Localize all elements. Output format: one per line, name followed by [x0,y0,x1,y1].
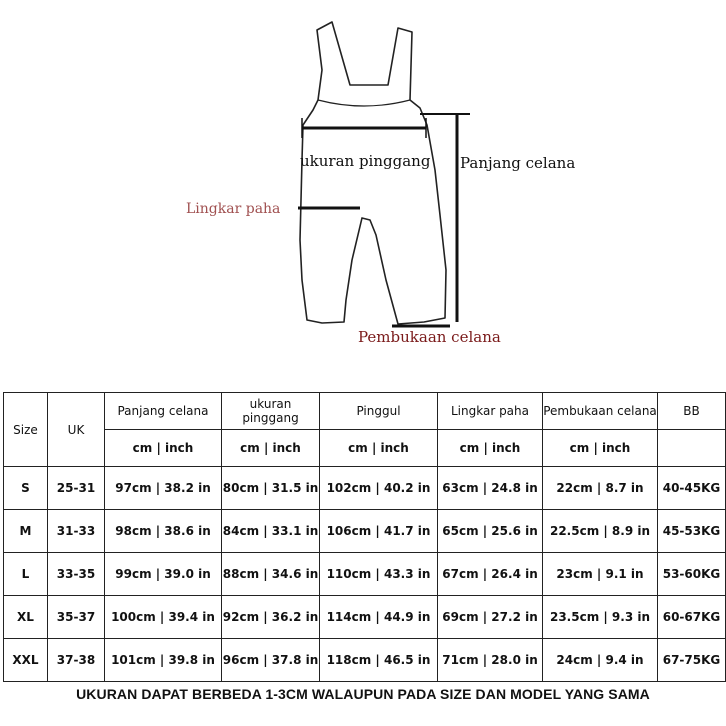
cell-uk: 33-35 [48,553,105,596]
table-row [4,596,726,639]
cell-opening: 23cm | 9.1 in [543,553,658,596]
cell-size: M [4,510,48,553]
header-uk: UK [48,393,105,467]
cell-opening: 24cm | 9.4 in [543,639,658,682]
cell-hip: 106cm | 41.7 in [320,510,438,553]
cell-bb: 67-75KG [658,639,726,682]
cell-thigh: 63cm | 24.8 in [438,467,543,510]
cell-opening: 22.5cm | 8.9 in [543,510,658,553]
unit-bb [658,430,726,467]
cell-waist: 84cm | 33.1 in [222,510,320,553]
cell-waist: 96cm | 37.8 in [222,639,320,682]
cell-waist: 92cm | 36.2 in [222,596,320,639]
cell-uk: 31-33 [48,510,105,553]
cell-bb: 40-45KG [658,467,726,510]
cell-waist: 80cm | 31.5 in [222,467,320,510]
cell-opening: 23.5cm | 9.3 in [543,596,658,639]
cell-opening: 22cm | 8.7 in [543,467,658,510]
header-bb: BB [658,393,726,430]
overalls-outline [300,22,446,324]
cell-uk: 35-37 [48,596,105,639]
header-size: Size [4,393,48,467]
cell-length: 98cm | 38.6 in [105,510,222,553]
header-opening: Pembukaan celana [543,393,658,430]
cell-size: L [4,553,48,596]
cell-bb: 45-53KG [658,510,726,553]
header-thigh: Lingkar paha [438,393,543,430]
unit-opening: cm | inch [543,430,658,467]
cell-size: S [4,467,48,510]
size-disclaimer: UKURAN DAPAT BERBEDA 1-3CM WALAUPUN PADA SIZE DAN MODEL YANG SAMA [76,686,650,702]
cell-hip: 110cm | 43.3 in [320,553,438,596]
cell-length: 99cm | 39.0 in [105,553,222,596]
cell-thigh: 65cm | 25.6 in [438,510,543,553]
table-row [4,467,726,510]
bib-seam [318,100,410,106]
header-hip: Pinggul [320,393,438,430]
table-row [4,553,726,596]
cell-waist: 88cm | 34.6 in [222,553,320,596]
cell-size: XXL [4,639,48,682]
cell-thigh: 67cm | 26.4 in [438,553,543,596]
unit-hip: cm | inch [320,430,438,467]
cell-length: 97cm | 38.2 in [105,467,222,510]
header-waist: ukuran pinggang [222,393,320,430]
cell-uk: 37-38 [48,639,105,682]
unit-thigh: cm | inch [438,430,543,467]
cell-hip: 102cm | 40.2 in [320,467,438,510]
cell-bb: 53-60KG [658,553,726,596]
cell-thigh: 71cm | 28.0 in [438,639,543,682]
label-length: Panjang celana [460,154,576,172]
unit-waist: cm | inch [222,430,320,467]
cell-thigh: 69cm | 27.2 in [438,596,543,639]
unit-length: cm | inch [105,430,222,467]
label-leg-opening: Pembukaan celana [358,328,501,346]
header-row [4,393,726,430]
cell-length: 100cm | 39.4 in [105,596,222,639]
overalls-measurement-diagram [0,0,726,360]
table-row [4,639,726,682]
cell-size: XL [4,596,48,639]
cell-uk: 25-31 [48,467,105,510]
unit-row [4,430,726,467]
header-length: Panjang celana [105,393,222,430]
cell-hip: 114cm | 44.9 in [320,596,438,639]
cell-bb: 60-67KG [658,596,726,639]
cell-length: 101cm | 39.8 in [105,639,222,682]
label-thigh: Lingkar paha [186,201,281,217]
cell-hip: 118cm | 46.5 in [320,639,438,682]
table-row [4,510,726,553]
size-chart-table [3,392,726,682]
label-waist: ukuran pinggang [300,152,431,170]
